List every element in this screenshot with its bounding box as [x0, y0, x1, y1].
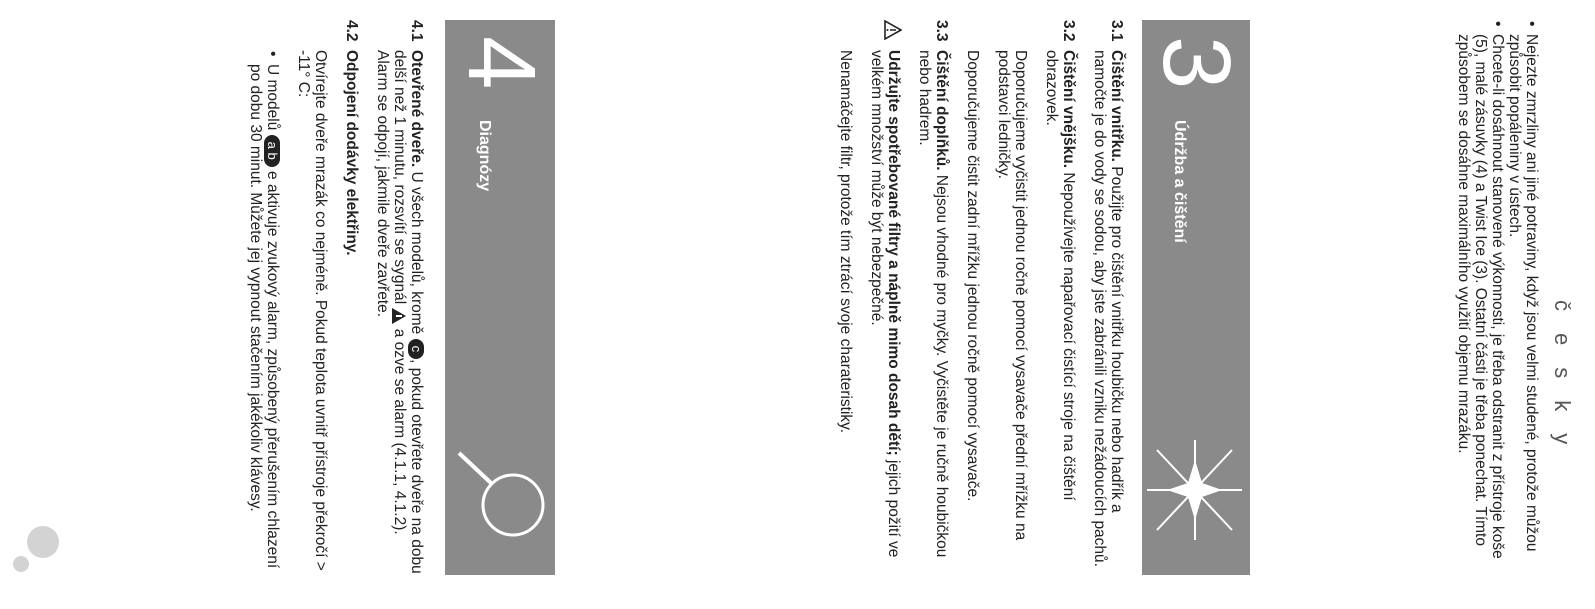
- banner-number: 3: [1143, 36, 1250, 90]
- list-item: • Nejezte zmrzliny ani jiné potraviny, když jsou velmi studené, protože můžou způsobit popáleniny v ústech.: [1506, 34, 1540, 560]
- section-number: 3.2: [1060, 20, 1077, 42]
- list-item: [247, 64, 281, 575]
- section-3-1: [1091, 20, 1125, 575]
- section-title: Čištění vnějšku.: [1060, 50, 1077, 169]
- decorative-dots: [0, 520, 65, 580]
- section-4-1: [374, 20, 425, 575]
- section-paragraph: Doporučujeme vyčistit jednou ročně pomocí vysavače přední mřížku na podstavci ledničky.: [995, 50, 1029, 541]
- warning-title: Udržujte spotřebované filtry a náplně mimo dosah dětí;: [885, 50, 902, 456]
- bullet-text: e aktivuje zvukový alarm, způsobený přerušením chlazení po dobu 30 minut. Můžete jej vypnout stačením jakékoliv klávesy.: [247, 64, 281, 569]
- section-number: 3.1: [1108, 20, 1125, 42]
- section-title: Odpojení dodávky elektřiny.: [343, 50, 360, 256]
- column-diagnosis: [233, 20, 425, 575]
- banner-title: Diagnózy: [476, 120, 493, 192]
- section-paragraph: Otvírejte dveře mrazák co nejméně. Pokud teplota uvnitř přístroje překročí > -11° C:: [295, 50, 329, 571]
- section-text: Nepoužívejte napařovací čistící stroje na čištění obrazovek.: [1043, 50, 1077, 501]
- sparkle-icon: [1142, 435, 1242, 545]
- section-number: 4.2: [343, 20, 360, 42]
- model-badge: a b: [264, 135, 280, 167]
- list-item: • Chcete-li dosáhnout stanovené výkonnosti, je třeba odstranit z přístroje koše (5), malé zásuvky (4) a Twist Ice (3). Ostatní části je třeba ponechat. Tímto způsobem se dosáhne maximálního využití objemu mrazáku.: [1455, 34, 1506, 560]
- bullet-list: [247, 20, 281, 575]
- section-4-2: [247, 20, 360, 575]
- section-number: 4.1: [408, 20, 425, 42]
- language-label: česky: [1550, 300, 1575, 467]
- column-maintenance: [1441, 20, 1540, 560]
- banner-number: 4: [448, 36, 555, 90]
- warning-text: jejich požití ve velkém množství může být nebezpečné.: [868, 50, 902, 558]
- section-banner-diagnosis: [445, 20, 555, 575]
- section-text: a ozve se alarm (4.1.1, 4.1.2). Alarm se odpojí, jakmile dveře zavřete.: [374, 50, 408, 535]
- section-paragraph: Doporučujeme čistit zadní mřížku jednou ročně pomocí vysavače.: [964, 50, 981, 502]
- warning-triangle-icon: [868, 20, 902, 50]
- bullet-list: [1455, 20, 1540, 560]
- banner-title: Údržba a čištění: [1171, 120, 1188, 243]
- section-title: Čištění doplňků.: [933, 50, 950, 171]
- alarm-icon: [391, 308, 408, 324]
- bullet-text: U modelů: [264, 64, 281, 135]
- section-number: 3.3: [933, 20, 950, 42]
- section-text: Nejsou vhodné pro myčky. Vyčistěte je ručně houbičkou nebo hadrem.: [916, 50, 950, 558]
- section-title: Otevřené dveře.: [408, 50, 425, 168]
- section-text: Použijte pro čištění vnitřku houbičku nebo hadřík a namočte je do vody se sodou, aby jste zabránili vzniku nežádoucích pachů.: [1091, 50, 1125, 567]
- warning-block: [837, 20, 902, 575]
- section-title: Čištění vnitřku.: [1108, 50, 1125, 162]
- magnifier-icon: [446, 445, 551, 545]
- section-text: , pokud otevřete dveře na dobu delší než 1 minutu, rozsvítí se sygnál: [391, 50, 425, 574]
- section-3-2: [964, 20, 1077, 575]
- column-maintenance-sections: [823, 20, 1125, 575]
- section-text: U všech modelů, kromě: [408, 167, 425, 339]
- section-3-3: [916, 20, 950, 575]
- section-banner-maintenance: [1142, 20, 1250, 575]
- warning-paragraph: Nenamáčejte filtr, protože tím ztrácí svoje charateristiky.: [837, 50, 854, 434]
- model-badge: c: [408, 339, 424, 360]
